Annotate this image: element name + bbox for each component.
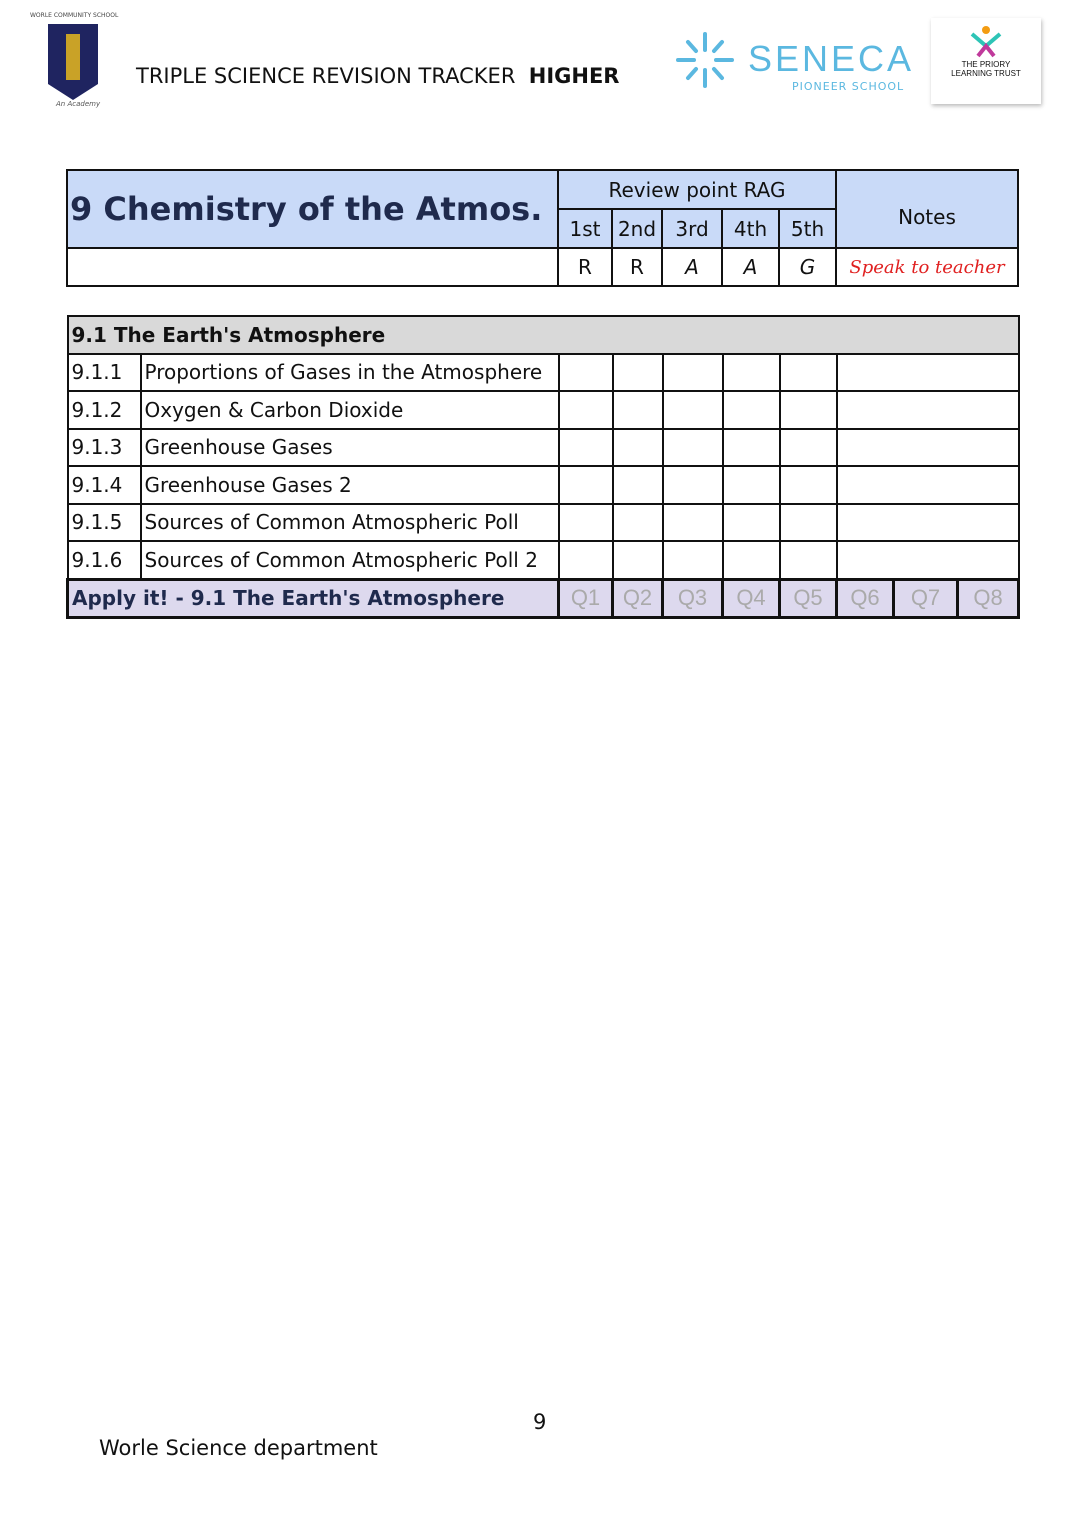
page-number: 9 bbox=[533, 1410, 547, 1434]
rag-cell[interactable] bbox=[559, 466, 613, 504]
school-motto: An Academy bbox=[56, 100, 101, 108]
topic-blank-cell bbox=[67, 248, 558, 286]
row-topic: Sources of Common Atmospheric Poll 2 bbox=[141, 541, 559, 579]
section-table bbox=[66, 315, 1020, 619]
row-topic: Greenhouse Gases 2 bbox=[141, 466, 559, 504]
rag-cell[interactable] bbox=[559, 504, 613, 542]
table-row bbox=[68, 541, 1019, 579]
rag-cell[interactable]: R bbox=[558, 248, 612, 286]
topic-header-table bbox=[66, 169, 1019, 287]
table-row bbox=[68, 429, 1019, 467]
notes-header: Notes bbox=[836, 170, 1018, 248]
question-cell[interactable]: Q8 bbox=[958, 579, 1019, 617]
trust-line-1: THE PRIORY bbox=[961, 60, 1011, 69]
rag-cell[interactable] bbox=[613, 391, 663, 429]
rag-cell[interactable] bbox=[663, 466, 723, 504]
review-3rd: 3rd bbox=[662, 209, 722, 248]
row-code: 9.1.2 bbox=[68, 391, 141, 429]
rag-cell[interactable]: G bbox=[779, 248, 836, 286]
rag-cell[interactable] bbox=[780, 354, 837, 392]
rag-cell[interactable] bbox=[613, 541, 663, 579]
priory-figures-icon bbox=[966, 24, 1006, 58]
rag-cell[interactable] bbox=[559, 391, 613, 429]
rag-cell[interactable]: R bbox=[612, 248, 662, 286]
notes-cell[interactable] bbox=[837, 504, 1019, 542]
rag-cell[interactable] bbox=[723, 429, 780, 467]
row-topic: Sources of Common Atmospheric Poll bbox=[141, 504, 559, 542]
row-code: 9.1.6 bbox=[68, 541, 141, 579]
rag-cell[interactable] bbox=[613, 466, 663, 504]
department-footer: Worle Science department bbox=[99, 1436, 378, 1460]
seneca-star-icon bbox=[676, 32, 734, 88]
topic-title: 9 Chemistry of the Atmos. bbox=[67, 170, 558, 248]
apply-it-label: Apply it! - 9.1 The Earth's Atmosphere bbox=[68, 579, 559, 617]
question-cell[interactable]: Q2 bbox=[613, 579, 663, 617]
seneca-subtitle: PIONEER SCHOOL bbox=[792, 80, 905, 93]
notes-cell[interactable]: Speak to teacher bbox=[836, 248, 1018, 286]
review-4th: 4th bbox=[722, 209, 779, 248]
rag-cell[interactable] bbox=[613, 429, 663, 467]
rag-cell[interactable] bbox=[613, 354, 663, 392]
notes-cell[interactable] bbox=[837, 466, 1019, 504]
rag-cell[interactable] bbox=[613, 504, 663, 542]
rag-cell[interactable] bbox=[723, 504, 780, 542]
rag-cell[interactable] bbox=[559, 429, 613, 467]
section-title: 9.1 The Earth's Atmosphere bbox=[68, 316, 1019, 354]
question-cell[interactable]: Q5 bbox=[780, 579, 837, 617]
rag-cell[interactable] bbox=[663, 354, 723, 392]
table-row bbox=[68, 391, 1019, 429]
question-cell[interactable]: Q1 bbox=[559, 579, 613, 617]
school-name: WORLE COMMUNITY SCHOOL bbox=[30, 12, 119, 19]
row-code: 9.1.4 bbox=[68, 466, 141, 504]
rag-cell[interactable] bbox=[780, 466, 837, 504]
question-cell[interactable]: Q6 bbox=[837, 579, 894, 617]
rag-cell[interactable] bbox=[723, 541, 780, 579]
row-topic: Oxygen & Carbon Dioxide bbox=[141, 391, 559, 429]
rag-cell[interactable] bbox=[559, 354, 613, 392]
row-code: 9.1.1 bbox=[68, 354, 141, 392]
row-topic: Proportions of Gases in the Atmosphere bbox=[141, 354, 559, 392]
notes-cell[interactable] bbox=[837, 429, 1019, 467]
rag-cell[interactable] bbox=[663, 429, 723, 467]
review-5th: 5th bbox=[779, 209, 836, 248]
rag-cell[interactable] bbox=[780, 504, 837, 542]
review-header: Review point RAG bbox=[558, 170, 836, 209]
row-code: 9.1.3 bbox=[68, 429, 141, 467]
review-1st: 1st bbox=[558, 209, 612, 248]
rag-cell[interactable]: A bbox=[722, 248, 779, 286]
rag-cell[interactable] bbox=[663, 541, 723, 579]
notes-cell[interactable] bbox=[837, 354, 1019, 392]
level-text: HIGHER bbox=[528, 64, 620, 88]
rag-cell[interactable]: A bbox=[662, 248, 722, 286]
rag-cell[interactable] bbox=[723, 466, 780, 504]
table-row bbox=[68, 354, 1019, 392]
rag-cell[interactable] bbox=[663, 391, 723, 429]
table-row bbox=[68, 504, 1019, 542]
seneca-logo-text: SENECA bbox=[748, 38, 915, 79]
rag-cell[interactable] bbox=[723, 354, 780, 392]
tracker-title bbox=[136, 64, 619, 88]
priory-trust-logo bbox=[931, 18, 1041, 104]
rag-cell[interactable] bbox=[780, 391, 837, 429]
row-topic: Greenhouse Gases bbox=[141, 429, 559, 467]
question-cell[interactable]: Q3 bbox=[663, 579, 723, 617]
trust-line-2: LEARNING TRUST bbox=[951, 69, 1021, 78]
notes-cell[interactable] bbox=[837, 391, 1019, 429]
rag-cell[interactable] bbox=[780, 541, 837, 579]
rag-cell[interactable] bbox=[723, 391, 780, 429]
review-2nd: 2nd bbox=[612, 209, 662, 248]
table-row bbox=[68, 466, 1019, 504]
rag-cell[interactable] bbox=[663, 504, 723, 542]
rag-cell[interactable] bbox=[559, 541, 613, 579]
rag-cell[interactable] bbox=[780, 429, 837, 467]
title-text: TRIPLE SCIENCE REVISION TRACKER bbox=[136, 64, 516, 88]
notes-cell[interactable] bbox=[837, 541, 1019, 579]
school-crest-logo bbox=[46, 24, 100, 100]
row-code: 9.1.5 bbox=[68, 504, 141, 542]
question-cell[interactable]: Q7 bbox=[894, 579, 958, 617]
question-cell[interactable]: Q4 bbox=[723, 579, 780, 617]
